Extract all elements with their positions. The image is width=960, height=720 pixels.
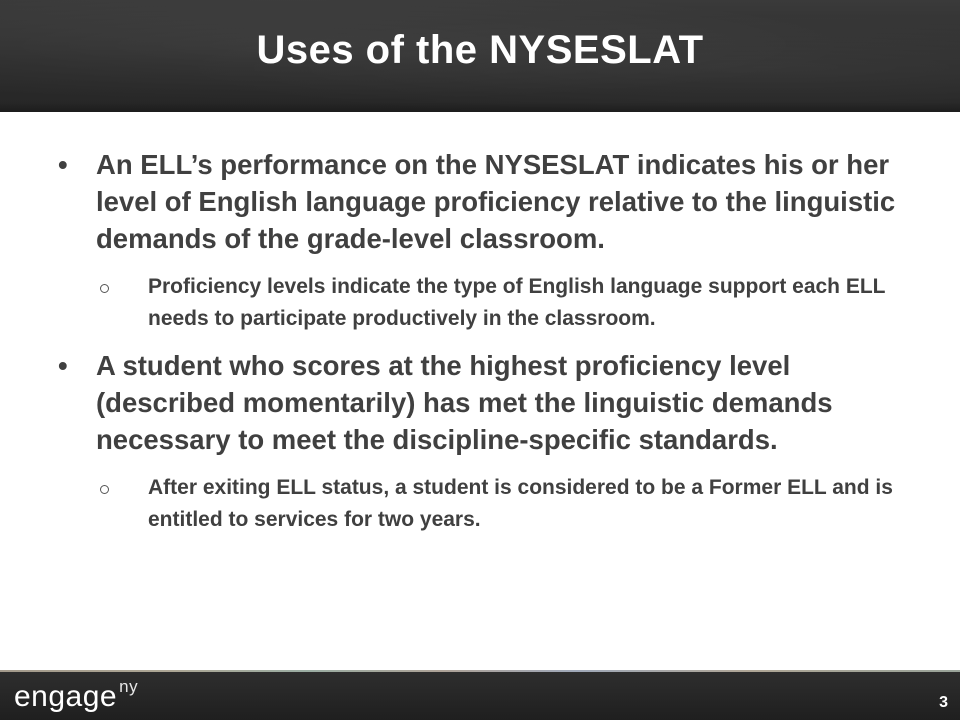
bullet-text: An ELL’s performance on the NYSESLAT indicates his or her level of English language proficiency relative to the linguistic demands of the grade-level classroom. [96,149,896,254]
slide-title: Uses of the NYSESLAT [256,28,704,72]
bullet-icon: • [58,350,68,381]
bullet-text: A student who scores at the highest proficiency level (described momentarily) has met the linguistic demands necessary to meet the discipline-specific standards. [96,350,833,455]
sub-bullet-text: After exiting ELL status, a student is considered to be a Former ELL and is entitled to services for two years. [148,476,893,531]
sub-bullet-point [148,271,918,335]
bullet-point [56,347,916,458]
hollow-circle-bullet-icon [100,485,109,494]
bullet-icon: • [58,149,68,180]
logo-sup-text: ny [119,677,139,696]
engageny-logo [14,677,139,716]
slide-content [56,146,916,536]
page-number: 3 [939,694,948,711]
logo-main-text: engage [14,680,118,713]
hollow-circle-bullet-icon [100,284,109,293]
sub-bullet-point [148,472,918,536]
sub-bullet-text: Proficiency levels indicate the type of English language support each ELL needs to participate productively in the classroom. [148,275,886,330]
bullet-point [56,146,916,257]
chalkboard-header [0,0,960,112]
footer-bar [0,672,960,720]
